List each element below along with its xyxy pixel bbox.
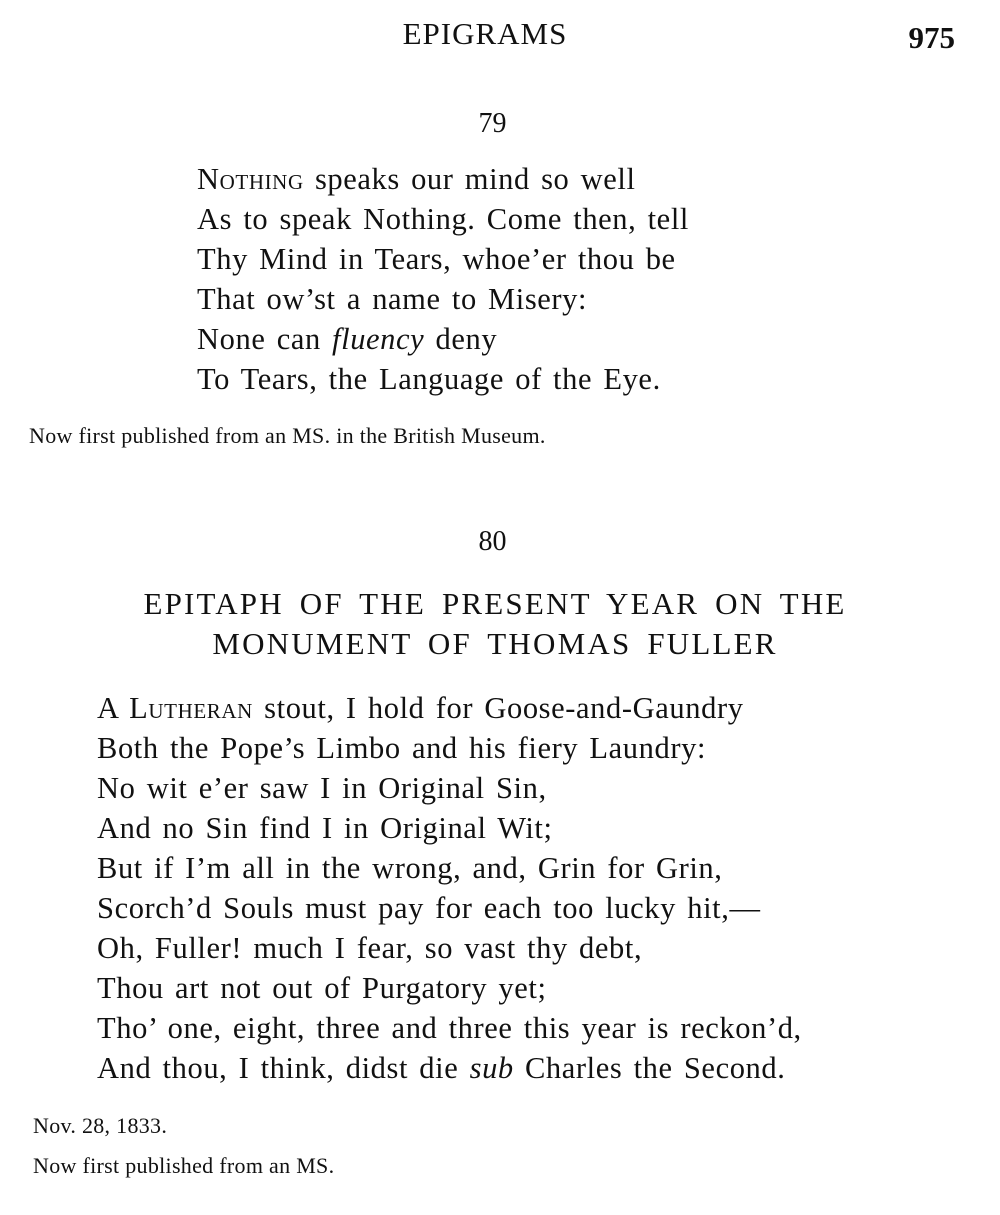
page-number: 975 <box>908 20 955 55</box>
poem-80-verse <box>97 688 802 1088</box>
verse-line <box>197 159 689 199</box>
verse-text: stout, I hold for Goose-and-Gaundry <box>252 691 744 725</box>
verse-line: Tho’ one, eight, three and three this year is reckon’d, <box>97 1011 802 1045</box>
title-line: MONUMENT OF THOMAS FULLER <box>212 626 778 661</box>
verse-text: Charles the Second. <box>513 1051 786 1085</box>
poem-number-80: 80 <box>478 526 507 557</box>
italic-word: sub <box>469 1051 514 1085</box>
poem-number-79: 79 <box>478 108 507 139</box>
verse-line: No wit e’er saw I in Original Sin, <box>97 771 547 805</box>
verse-text: None can <box>197 322 333 356</box>
verse-text: A <box>97 691 130 725</box>
verse-line: And no Sin find I in Original Wit; <box>97 811 553 845</box>
verse-text: speaks our mind so well <box>303 162 636 196</box>
poem-80-title <box>0 584 990 664</box>
verse-text: And thou, I think, didst die <box>97 1051 470 1085</box>
small-caps-word: Nothing <box>197 162 304 196</box>
verse-line <box>97 688 802 728</box>
small-caps-word: Lutheran <box>129 691 253 725</box>
verse-text: deny <box>424 322 498 356</box>
verse-line: Thou art not out of Purgatory yet; <box>97 971 547 1005</box>
italic-word: fluency <box>332 322 425 356</box>
verse-line: Thy Mind in Tears, whoe’er thou be <box>197 242 676 276</box>
verse-line <box>97 1048 802 1088</box>
running-head: EPIGRAMS <box>402 16 568 51</box>
verse-line: Scorch’d Souls must pay for each too lucky hit,— <box>97 891 761 925</box>
verse-line <box>197 319 689 359</box>
verse-line: That ow’st a name to Misery: <box>197 282 588 316</box>
source-note-80: Now first published from an MS. <box>33 1153 335 1178</box>
verse-line: Oh, Fuller! much I fear, so vast thy debt, <box>97 931 643 965</box>
verse-line: Both the Pope’s Limbo and his fiery Laundry: <box>97 731 707 765</box>
verse-line: To Tears, the Language of the Eye. <box>197 362 661 396</box>
poem-79-verse <box>197 159 689 399</box>
source-note-79: Now first published from an MS. in the British Museum. <box>29 423 546 448</box>
title-line: EPITAPH OF THE PRESENT YEAR ON THE <box>143 586 847 621</box>
verse-line: As to speak Nothing. Come then, tell <box>197 202 689 236</box>
verse-line: But if I’m all in the wrong, and, Grin for Grin, <box>97 851 723 885</box>
date-note-80: Nov. 28, 1833. <box>33 1113 168 1138</box>
